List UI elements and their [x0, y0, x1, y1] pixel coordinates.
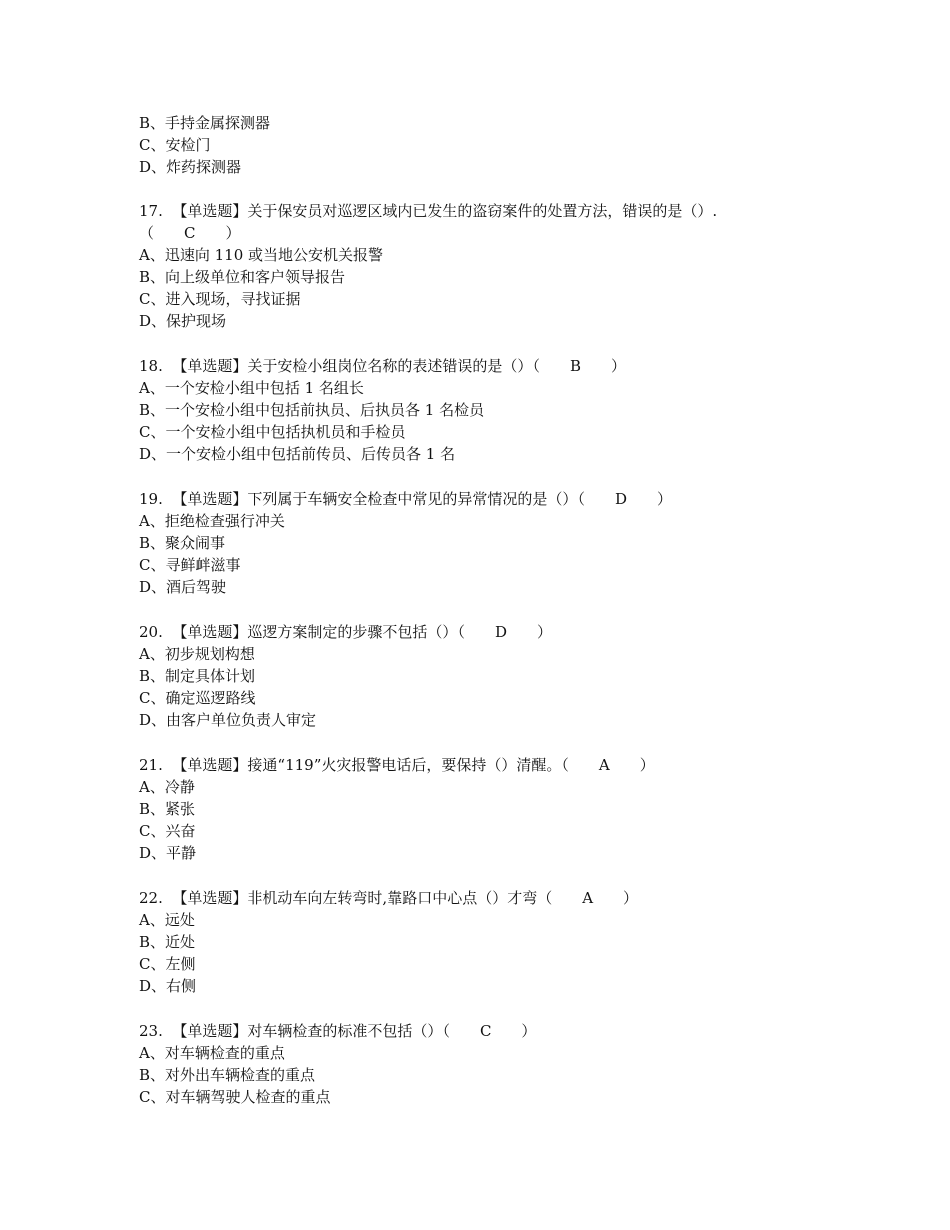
question-header — [139, 355, 626, 377]
option-line: A、冷静 — [139, 778, 195, 796]
question-type: 【单选题】 — [172, 357, 248, 375]
option-line: D、保护现场 — [139, 312, 227, 330]
question-header — [139, 200, 717, 222]
option-line: B、紧张 — [139, 800, 196, 818]
option-line: C、安检门 — [139, 136, 211, 154]
question-number: 20. — [139, 623, 163, 641]
option-line: D、由客户单位负责人审定 — [139, 711, 317, 729]
option-line: C、左侧 — [139, 955, 196, 973]
question-type: 【单选题】 — [172, 623, 248, 641]
option-line: A、一个安检小组中包括 1 名组长 — [139, 379, 364, 397]
question-type: 【单选题】 — [172, 490, 248, 508]
question-header — [139, 754, 655, 776]
option-line: B、一个安检小组中包括前执员、后执员各 1 名检员 — [139, 401, 485, 419]
answer-text: （ C ） — [442, 1022, 537, 1040]
option-line: D、右侧 — [139, 977, 197, 995]
question-number: 19. — [139, 490, 163, 508]
question-header — [139, 488, 672, 510]
question-number: 18. — [139, 357, 163, 375]
question-type: 【单选题】 — [172, 1022, 248, 1040]
answer-text: （ B ） — [532, 357, 626, 375]
option-line: D、酒后驾驶 — [139, 578, 227, 596]
answer-text: （ D ） — [457, 623, 552, 641]
option-line: B、聚众闹事 — [139, 534, 226, 552]
option-line: B、手持金属探测器 — [139, 114, 271, 132]
option-line: C、寻鲜衅滋事 — [139, 556, 241, 574]
option-line: C、进入现场，寻找证据 — [139, 290, 301, 308]
option-line: C、一个安检小组中包括执机员和手检员 — [139, 423, 406, 441]
option-line: B、向上级单位和客户领导报告 — [139, 268, 346, 286]
option-line: B、制定具体计划 — [139, 667, 256, 685]
option-line: A、拒绝检查强行冲关 — [139, 512, 285, 530]
question-text: 关于安检小组岗位名称的表述错误的是（） — [247, 357, 533, 375]
option-line: B、对外出车辆检查的重点 — [139, 1066, 316, 1084]
question-text: 非机动车向左转弯时,靠路口中心点（）才弯 — [247, 889, 538, 907]
question-text: 下列属于车辆安全检查中常见的异常情况的是（） — [247, 490, 578, 508]
option-line: A、远处 — [139, 911, 195, 929]
option-line: C、确定巡逻路线 — [139, 689, 256, 707]
question-number: 21. — [139, 756, 163, 774]
question-text: 接通“119”火灾报警电话后，要保持（）清醒。 — [247, 756, 562, 774]
question-number: 22. — [139, 889, 163, 907]
answer-line: （ C ） — [139, 224, 241, 242]
answer-text: （ D ） — [577, 490, 672, 508]
option-line: D、平静 — [139, 844, 197, 862]
question-text: 对车辆检查的标准不包括（） — [247, 1022, 443, 1040]
answer-text: （ A ） — [537, 889, 639, 907]
option-line: D、一个安检小组中包括前传员、后传员各 1 名 — [139, 445, 456, 463]
question-header — [139, 887, 638, 909]
question-header — [139, 1020, 536, 1042]
question-type: 【单选题】 — [172, 756, 248, 774]
option-line: A、迅速向 110 或当地公安机关报警 — [139, 246, 384, 264]
question-number: 23. — [139, 1022, 163, 1040]
option-line: D、炸药探测器 — [139, 158, 242, 176]
question-type: 【单选题】 — [172, 202, 248, 220]
question-header — [139, 621, 552, 643]
option-line: C、对车辆驾驶人检查的重点 — [139, 1088, 331, 1106]
question-type: 【单选题】 — [172, 889, 248, 907]
question-text: 巡逻方案制定的步骤不包括（） — [247, 623, 458, 641]
option-line: B、近处 — [139, 933, 196, 951]
question-number: 17. — [139, 202, 163, 220]
option-line: A、对车辆检查的重点 — [139, 1044, 285, 1062]
option-line: C、兴奋 — [139, 822, 196, 840]
option-line: A、初步规划构想 — [139, 645, 255, 663]
answer-text: （ A ） — [561, 756, 655, 774]
question-text: 关于保安员对巡逻区域内已发生的盗窃案件的处置方法，错误的是（）. — [247, 202, 718, 220]
